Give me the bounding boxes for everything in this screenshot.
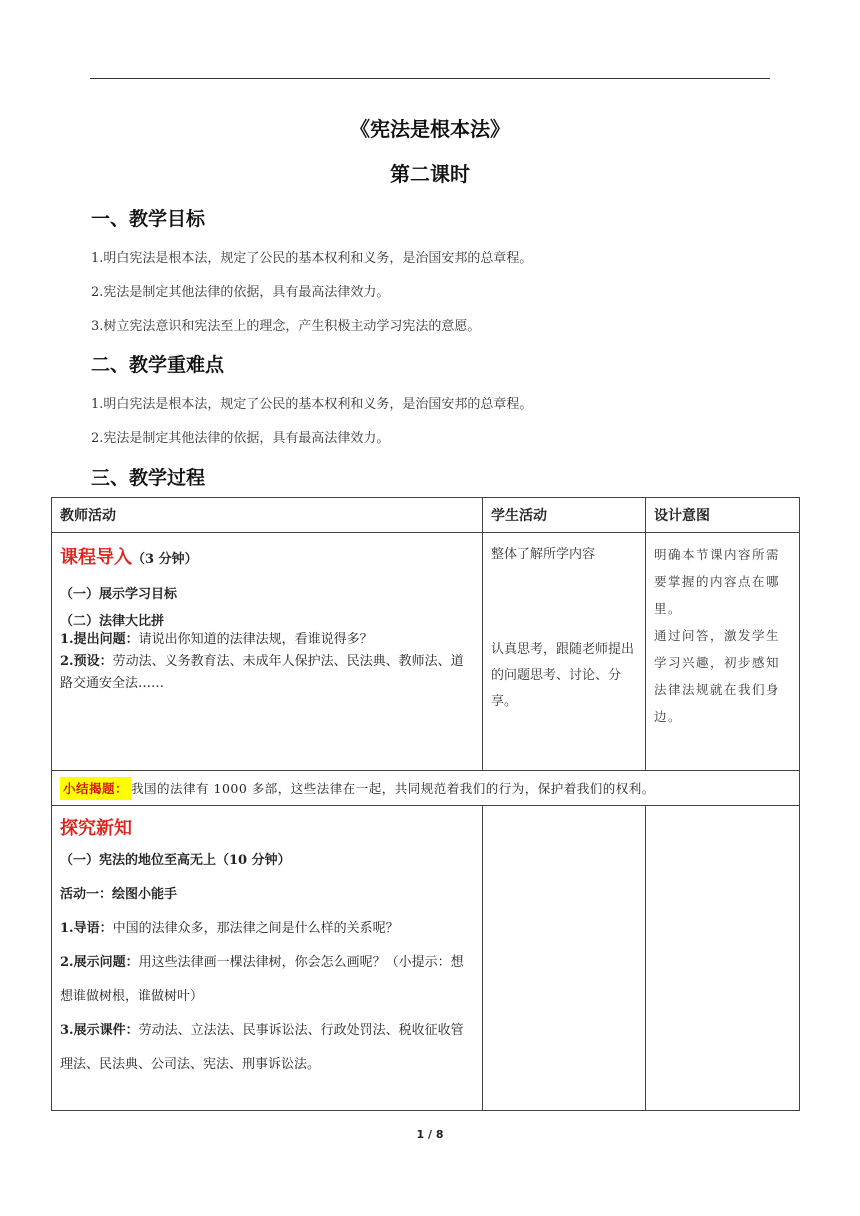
explore-activity: 活动一：绘图小能手 xyxy=(60,887,178,902)
section-heading-keypoints: 二、教学重难点 xyxy=(91,354,225,376)
page-number: 1 / 8 xyxy=(416,1128,444,1141)
goal-item-1: 1.明白宪法是根本法，规定了公民的基本权利和义务，是治国安邦的总章程。 xyxy=(91,251,533,266)
explore-line-3 xyxy=(60,1014,474,1082)
table-row-explore xyxy=(52,806,800,1111)
explore-title: 探究新知 xyxy=(60,818,132,839)
goal-item-2: 2.宪法是制定其他法律的依据，具有最高法律效力。 xyxy=(91,285,390,300)
intro-answer-text: 劳动法、义务教育法、未成年人保护法、民法典、教师法、道路交通安全法…… xyxy=(60,654,464,691)
explore-line-2-text: 用这些法律画一棵法律树，你会怎么画呢？（小提示：想想谁做树根，谁做树叶） xyxy=(60,955,464,1004)
intro-time: （3 分钟） xyxy=(132,552,198,567)
cell-summary xyxy=(52,771,800,806)
process-table xyxy=(51,497,800,1111)
table-row-intro xyxy=(52,533,800,771)
col-header-student: 学生活动 xyxy=(483,498,646,533)
intro-sub1: （一）展示学习目标 xyxy=(60,587,178,602)
cell-intro-design xyxy=(646,533,800,771)
goal-item-3: 3.树立宪法意识和宪法至上的理念，产生积极主动学习宪法的意愿。 xyxy=(91,319,481,334)
summary-label: 小结揭题： xyxy=(60,777,131,800)
explore-line-1-label: 1.导语： xyxy=(60,921,113,936)
intro-sub2: （二）法律大比拼 xyxy=(60,614,165,629)
intro-answer xyxy=(60,651,474,695)
doc-subtitle: 第二课时 xyxy=(390,162,470,186)
explore-line-1 xyxy=(60,912,474,946)
explore-line-3-text: 劳动法、立法法、民事诉讼法、行政处罚法、税收征收管理法、民法典、公司法、宪法、刑事诉讼法。 xyxy=(60,1023,464,1072)
section-heading-goals: 一、教学目标 xyxy=(91,208,206,230)
table-header-row xyxy=(52,498,800,533)
cell-explore-teacher xyxy=(52,806,483,1111)
intro-question-label: 1.提出问题： xyxy=(60,632,139,647)
design-text-2: 通过问答，激发学生学习兴趣，初步感知法律法规就在我们身边。 xyxy=(654,628,781,724)
col-header-teacher: 教师活动 xyxy=(52,498,483,533)
explore-line-1-text: 中国的法律众多，那法律之间是什么样的关系呢？ xyxy=(112,921,399,936)
explore-line-3-label: 3.展示课件： xyxy=(60,1023,139,1038)
doc-title: 《宪法是根本法》 xyxy=(350,117,510,141)
table-row-summary xyxy=(52,771,800,806)
header-rule xyxy=(90,78,770,79)
explore-line-2 xyxy=(60,946,474,1014)
keypoint-item-2: 2.宪法是制定其他法律的依据，具有最高法律效力。 xyxy=(91,431,390,446)
explore-sub1: （一）宪法的地位至高无上（10 分钟） xyxy=(60,853,291,868)
student-text-2: 认真思考，跟随老师提出的问题思考、讨论、分享。 xyxy=(491,642,635,709)
cell-explore-design xyxy=(646,806,800,1111)
cell-intro-student xyxy=(483,533,646,771)
student-text-1: 整体了解所学内容 xyxy=(491,547,596,562)
summary-text: 我国的法律有 1000 多部，这些法律在一起，共同规范着我们的行为，保护着我们的权利。 xyxy=(131,781,655,796)
intro-question xyxy=(60,629,474,651)
intro-title: 课程导入 xyxy=(60,547,132,568)
cell-intro-teacher xyxy=(52,533,483,771)
section-heading-process: 三、教学过程 xyxy=(91,467,206,489)
cell-explore-student xyxy=(483,806,646,1111)
intro-answer-label: 2.预设： xyxy=(60,654,113,669)
col-header-design: 设计意图 xyxy=(646,498,800,533)
design-text-1: 明确本节课内容所需要掌握的内容点在哪里。 xyxy=(654,547,781,616)
explore-line-2-label: 2.展示问题： xyxy=(60,955,139,970)
keypoint-item-1: 1.明白宪法是根本法，规定了公民的基本权利和义务，是治国安邦的总章程。 xyxy=(91,397,533,412)
intro-question-text: 请说出你知道的法律法规，看谁说得多？ xyxy=(138,632,373,647)
